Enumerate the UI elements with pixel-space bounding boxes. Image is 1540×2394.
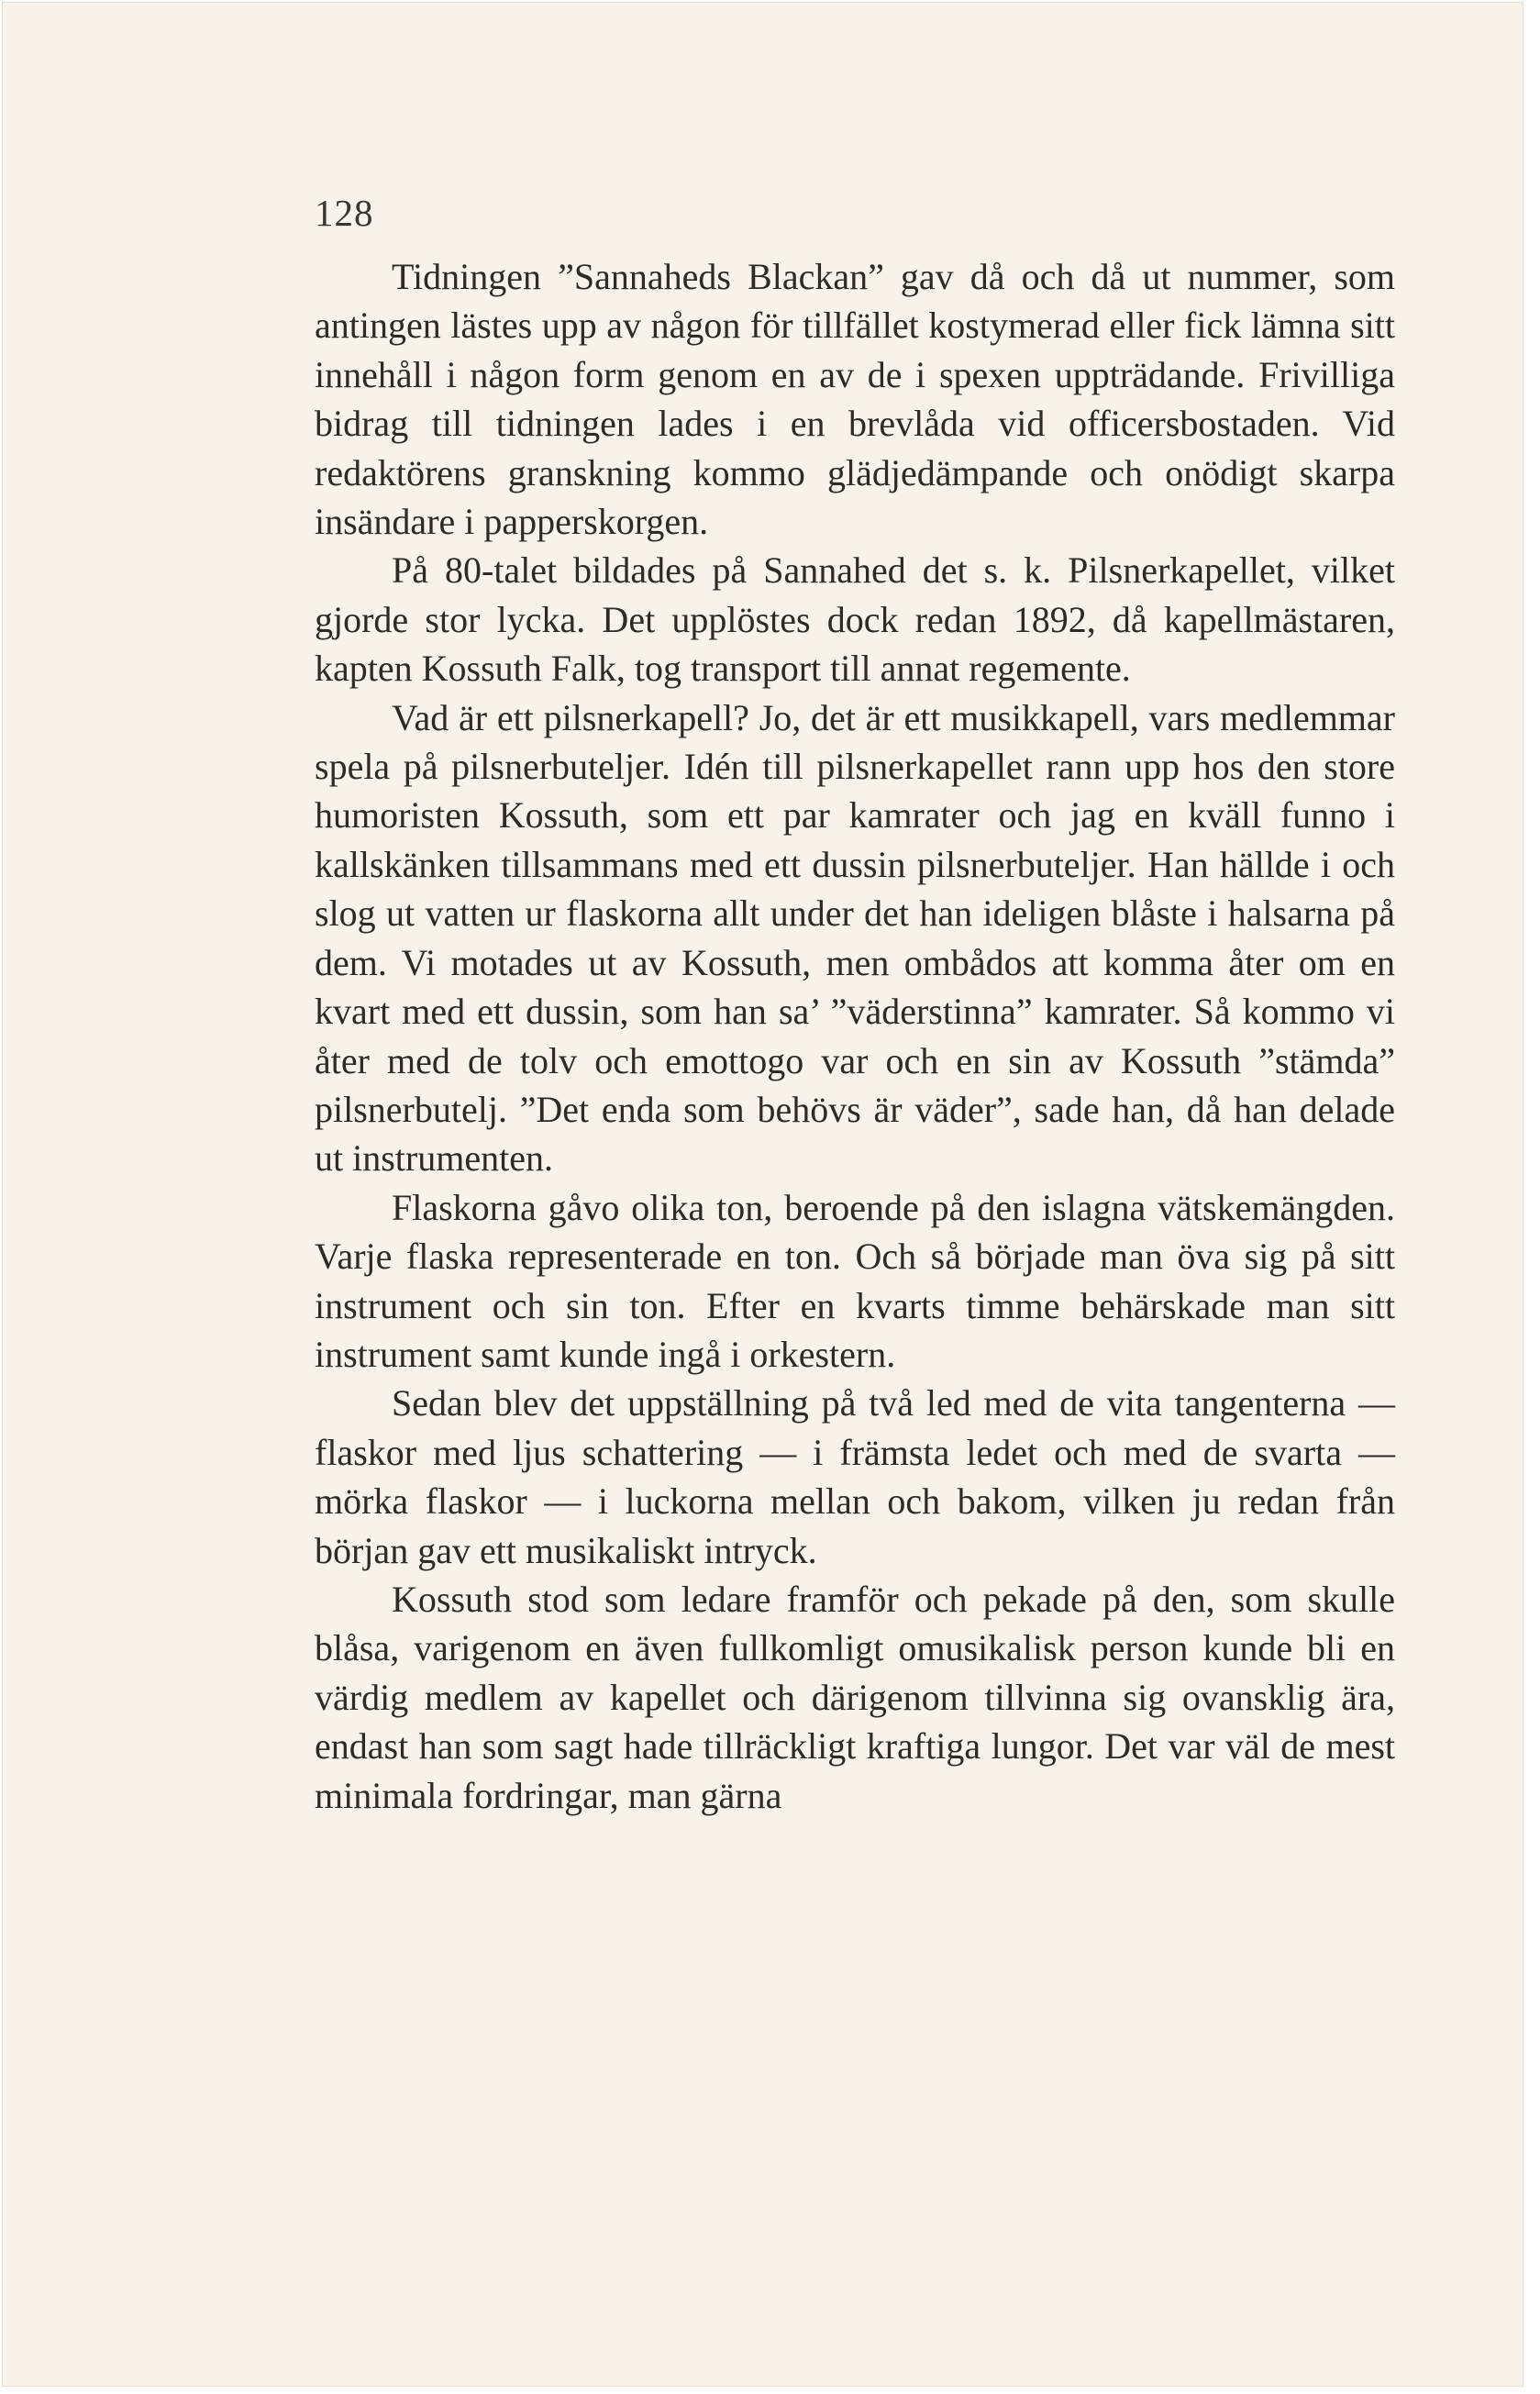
book-page — [2, 2, 1523, 2387]
paragraph-bottles-tones: Flaskorna gåvo olika ton, beroende på den islagna vätskemängden. Varje flaska representerade en ton. Och så började man öva sig på sitt instrument och sin ton. Efter en kvarts timme behärskade man sitt instrument samt kunde ingå i orkestern. — [315, 1186, 1395, 1375]
body-text — [315, 252, 1395, 1820]
paragraph-conductor: Kossuth stod som ledare framför och pekade på den, som skulle blåsa, varigenom en även fullkomligt omusikalisk person kunde bli en värdig medlem av kapellet och därigenom tillvinna sig ovansklig ära, endast han som sagt hade tillräckligt kraftiga lungor. Det var väl de mest minimala fordringar, man gärna — [315, 1578, 1395, 1816]
paragraph-what-is-pilsnerkapell: Vad är ett pilsnerkapell? Jo, det är ett musikkapell, vars medlemmar spela på pilsnerbuteljer. Idén till pilsnerkapellet rann upp hos den store humoristen Kossuth, som ett par kamrater och jag en kväll funno i kallskänken tillsammans med ett dussin pilsnerbuteljer. Han hällde i och slog ut vatten ur flaskorna allt under det han ideligen blåste i halsarna på dem. Vi motades ut av Kossuth, men ombådos att komma åter om en kvart med ett dussin, som han sa’ ”väderstinna” kamrater. Så kommo vi åter med de tolv och emottogo var och en sin av Kossuth ”stämda” pilsnerbutelj. ”Det enda som behövs är väder”, sade han, då han delade ut instrumenten. — [315, 696, 1395, 1180]
page-number: 128 — [315, 192, 374, 234]
paragraph-newspaper: Tidningen ”Sannaheds Blackan” gav då och då ut nummer, som antingen lästes upp av någon för tillfället kostymerad eller fick lämna sitt innehåll i någon form genom en av de i spexen uppträdande. Frivilliga bidrag till tidningen lades i en brevlåda vid officersbostaden. Vid redaktörens granskning kommo glädjedämpande och onödigt skarpa insändare i papperskorgen. — [315, 256, 1395, 543]
paragraph-pilsnerkapellet: På 80-talet bildades på Sannahed det s. k. Pilsnerkapellet, vilket gjorde stor lycka. Det upplöstes dock redan 1892, då kapellmästaren, kapten Kossuth Falk, tog transport till annat regemente. — [315, 549, 1395, 690]
paragraph-lineup: Sedan blev det uppställning på två led med de vita tangenterna — flaskor med ljus schattering — i främsta ledet och med de svarta — mörka flaskor — i luckorna mellan och bakom, vilken ju redan från början gav ett musikaliskt intryck. — [315, 1382, 1395, 1571]
